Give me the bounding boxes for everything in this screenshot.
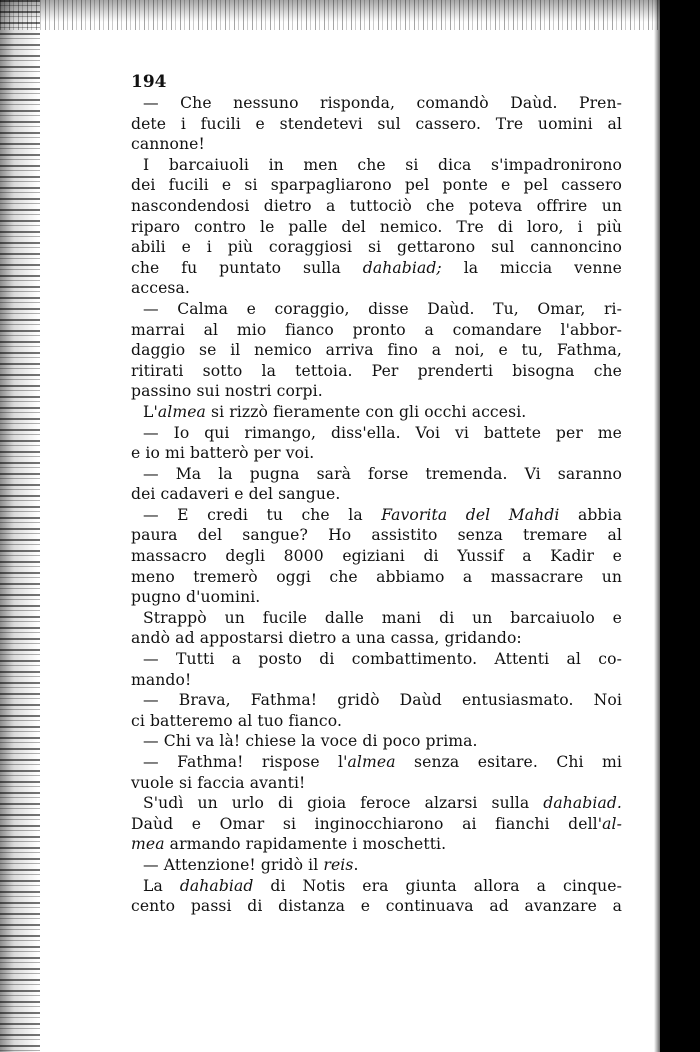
- text-segment: dei cadaveri e del sangue.: [131, 485, 341, 504]
- text-line: [131, 402, 622, 423]
- text-line: [131, 546, 622, 567]
- text-line: [131, 505, 622, 526]
- text-segment: mando!: [131, 670, 192, 689]
- text-line: [131, 175, 622, 196]
- text-line: [131, 587, 622, 608]
- text-line: [131, 423, 622, 444]
- text-segment: abbia: [559, 505, 623, 524]
- page-number: 194: [131, 72, 167, 92]
- text-line: [131, 320, 622, 341]
- text-segment: — Io qui rimango, diss'ella. Voi vi battete per me: [143, 423, 622, 442]
- text-segment: dei fucili e si sparpagliarono pel ponte e pel cassero: [131, 176, 622, 195]
- text-line: [131, 814, 622, 835]
- text-segment: paura del sangue? Ho assistito senza tremare al: [131, 526, 622, 545]
- text-segment: Daùd e Omar si inginocchiarono ai fianchi dell': [131, 814, 603, 833]
- text-line: [131, 443, 622, 464]
- text-line: [131, 196, 622, 217]
- text-segment: I barcaiuoli in men che si dica s'impadronirono: [143, 155, 622, 174]
- text-line: [131, 731, 622, 752]
- italic-text-segment: al-: [602, 814, 622, 833]
- text-line: [131, 896, 622, 917]
- text-segment: riparo contro le palle del nemico. Tre di loro, i più: [131, 217, 622, 236]
- text-line: [131, 773, 622, 794]
- text-segment: pugno d'uomini.: [131, 588, 261, 607]
- text-segment: — Calma e coraggio, disse Daùd. Tu, Omar, ri-: [143, 299, 622, 318]
- text-line: [131, 361, 622, 382]
- text-line: [131, 670, 622, 691]
- text-line: [131, 299, 622, 320]
- text-line: [131, 608, 622, 629]
- text-segment: cento passi di distanza e continuava ad avanzare a: [131, 897, 622, 916]
- scan-top-edge-shadow: [0, 0, 660, 30]
- scan-right-edge-border: [660, 0, 700, 1052]
- text-segment: dete i fucili e stendetevi sul cassero. Tre uomini al: [131, 114, 622, 133]
- text-line: [131, 711, 622, 732]
- scan-left-edge-shadow: [0, 0, 40, 1052]
- text-segment: che fu puntato sulla: [131, 258, 363, 277]
- text-segment: meno tremerò oggi che abbiamo a massacrare un: [131, 567, 622, 586]
- text-line: [131, 855, 622, 876]
- text-line: [131, 155, 622, 176]
- text-line: [131, 876, 622, 897]
- text-segment: si rizzò fieramente con gli occhi accesi.: [205, 402, 527, 421]
- text-segment: — Fathma! rispose l': [143, 753, 348, 771]
- text-segment: e io mi batterò per voi.: [131, 444, 315, 463]
- text-segment: — Che nessuno risponda, comandò Daùd. Pren-: [143, 94, 622, 112]
- italic-text-segment: almea: [157, 402, 206, 421]
- text-segment: nascondendosi dietro a tuttociò che poteva offrire un: [131, 196, 622, 215]
- text-line: [131, 834, 622, 855]
- text-line: [131, 134, 622, 155]
- text-segment: accesa.: [131, 279, 190, 298]
- text-line: [131, 628, 622, 649]
- text-segment: ritirati sotto la tettoia. Per prenderti bisogna che: [131, 361, 622, 380]
- text-line: [131, 217, 622, 238]
- text-segment: massacro degli 8000 egiziani di Yussif a Kadir e: [131, 547, 622, 566]
- text-line: [131, 340, 622, 361]
- text-line: [131, 649, 622, 670]
- text-segment: abili e i più coraggiosi si gettarono sul cannoncino: [131, 238, 622, 257]
- text-line: [131, 93, 622, 114]
- text-line: [131, 567, 622, 588]
- text-segment: — Brava, Fathma! gridò Daùd entusiasmato. Noi: [143, 691, 622, 710]
- text-segment: L': [143, 402, 158, 421]
- text-segment: — Ma la pugna sarà forse tremenda. Vi saranno: [143, 464, 622, 483]
- text-line: [131, 258, 622, 279]
- text-line: [131, 793, 622, 814]
- italic-text-segment: Favorita del Mahdi: [381, 505, 560, 524]
- text-line: [131, 690, 622, 711]
- text-segment: marrai al mio fianco pronto a comandare l'abbor-: [131, 320, 622, 339]
- text-line: [131, 464, 622, 485]
- text-segment: di Notis era giunta allora a cinque-: [253, 876, 622, 895]
- text-segment: — Tutti a posto di combattimento. Attenti al co-: [143, 650, 622, 669]
- italic-text-segment: almea: [347, 753, 396, 771]
- italic-text-segment: dahabiad;: [362, 258, 442, 277]
- text-segment: armando rapidamente i moschetti.: [164, 835, 447, 854]
- italic-text-segment: dahabiad: [179, 876, 254, 895]
- text-line: [131, 237, 622, 258]
- text-segment: passino sui nostri corpi.: [131, 382, 323, 401]
- text-segment: senza esitare. Chi mi: [395, 753, 622, 771]
- text-line: [131, 114, 622, 135]
- text-segment: daggio se il nemico arriva fino a noi, e tu, Fathma,: [131, 341, 622, 360]
- page-body-text: [131, 93, 622, 917]
- text-segment: vuole si faccia avanti!: [131, 773, 306, 792]
- text-segment: ci batteremo al tuo fianco.: [131, 711, 343, 730]
- italic-text-segment: dahabiad.: [543, 794, 622, 813]
- text-line: [131, 278, 622, 299]
- text-line: [131, 484, 622, 505]
- text-segment: andò ad appostarsi dietro a una cassa, gridando:: [131, 629, 522, 648]
- text-line: [131, 525, 622, 546]
- text-segment: La: [143, 876, 180, 895]
- text-segment: cannone!: [131, 135, 205, 154]
- text-segment: — Chi va là! chiese la voce di poco prima.: [143, 732, 478, 751]
- text-line: [131, 752, 622, 773]
- text-segment: la miccia venne: [441, 258, 622, 277]
- text-segment: S'udì un urlo di gioia feroce alzarsi sulla: [143, 794, 544, 813]
- italic-text-segment: reis: [323, 855, 354, 874]
- text-segment: — E credi tu che la: [143, 505, 382, 524]
- italic-text-segment: mea: [131, 835, 165, 854]
- text-segment: .: [353, 855, 359, 874]
- text-line: [131, 381, 622, 402]
- text-segment: Strappò un fucile dalle mani di un barcaiuolo e: [143, 608, 622, 627]
- text-segment: — Attenzione! gridò il: [143, 855, 324, 874]
